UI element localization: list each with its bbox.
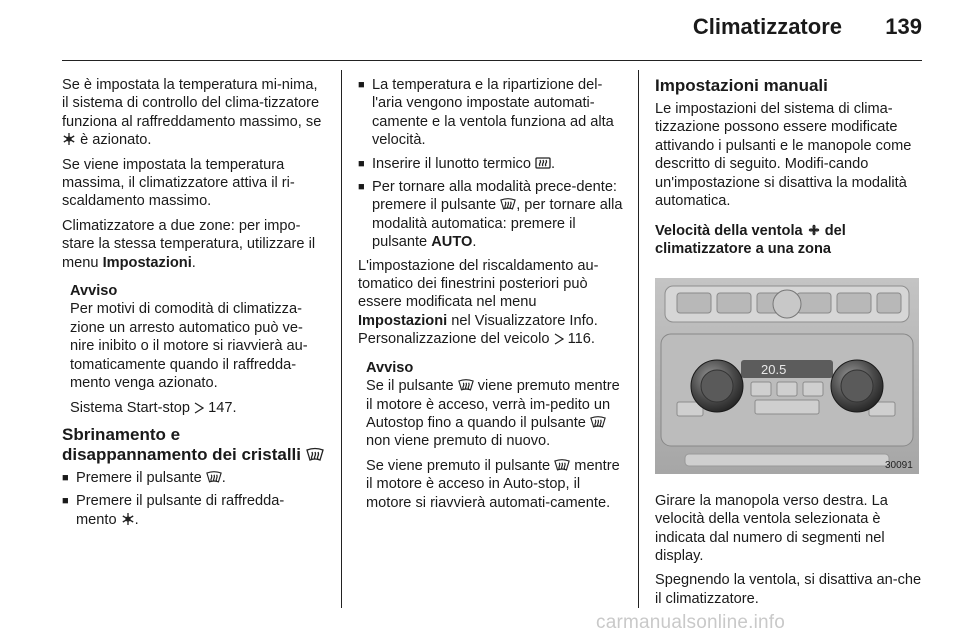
paragraph: Climatizzatore a due zone: per impo-stare la stessa temperatura, utilizzare il menu Impostazioni. (62, 217, 316, 271)
paragraph: Le impostazioni del sistema di clima-tizzazione possono essere modificate attivando i pulsanti e le manopole come descritto di seguito. Modifi-cando un'impostazione si disattiva la modalità automatica. (655, 101, 912, 210)
notice-text: Per motivi di comodità di climatizza-zione un arresto automatico può ve-nire inibito o il motore si riavvierà au-tomaticamente quando il raffredda-mento venga azionato. (70, 301, 308, 392)
paragraph: L'impostazione del riscaldamento au-tomatico dei finestrini posteriori può essere modificata nel menu Impostazioni nel Visualizzatore Info. Personalizzazione del veicolo 116. (358, 257, 599, 348)
snowflake-icon (62, 132, 76, 146)
notice-text: Se viene premuto il pulsante mentre il motore è acceso in Auto-stop, il motore si riavvierà automati-camente. (366, 457, 620, 511)
list-item: ■ Premere il pulsante . (62, 469, 324, 487)
column-1 (62, 76, 324, 534)
header-rule (62, 60, 922, 61)
windshield-defrost-icon (306, 447, 324, 462)
notice-box (366, 359, 623, 512)
column-2 (358, 76, 623, 518)
reference-arrow-icon (554, 333, 564, 345)
menu-name: Impostazioni (102, 254, 192, 271)
list-item: ■ Premere il pulsante di raffredda-mento . (62, 492, 324, 529)
snowflake-icon (121, 512, 135, 526)
notice-box (70, 282, 324, 417)
climate-control-panel-photo (655, 278, 919, 474)
section-heading: Sbrinamento e disappannamento dei cristalli (62, 425, 324, 465)
image-code: 30091 (885, 460, 913, 472)
subsection-heading: Velocità della ventola del climatizzatore a una zona (655, 223, 846, 258)
column-divider-1 (341, 70, 342, 608)
notice-title: Avviso (70, 283, 118, 300)
bullet-list (62, 469, 324, 529)
chapter-title: Climatizzatore (692, 14, 842, 39)
menu-name: Impostazioni (358, 312, 448, 329)
paragraph: Se è impostata la temperatura mi-nima, il sistema di controllo del clima-tizzatore funziona al raffreddamento massimo, se è azionato. (62, 77, 322, 149)
paragraph: Se viene impostata la temperatura massima, il climatizzatore attiva il ri-scaldamento massimo. (62, 156, 295, 210)
list-item: ■ Per tornare alla modalità prece-dente: premere il pulsante , per tornare alla modalità automatica: premere il pulsante AUTO. (358, 178, 623, 252)
watermark: carmanualsonline.info (596, 612, 786, 633)
fan-icon (807, 223, 821, 237)
paragraph: Spegnendo la ventola, si disattiva an-che il climatizzatore. (655, 572, 922, 607)
column-3 (655, 76, 923, 614)
column-divider-2 (638, 70, 639, 608)
windshield-defrost-icon (590, 415, 606, 429)
notice-reference: Sistema Start-stop 147. (70, 399, 237, 416)
windshield-defrost-icon (500, 197, 516, 211)
paragraph: Girare la manopola verso destra. La velocità della ventola selezionata è indicata dal numero di segmenti nel display. (655, 492, 888, 565)
section-heading: Impostazioni manuali (655, 76, 828, 95)
bullet-list (358, 76, 623, 252)
page-number: 139 (885, 14, 922, 39)
list-item: ■ Inserire il lunotto termico . (358, 155, 623, 173)
notice-title: Avviso (366, 359, 414, 376)
reference-arrow-icon (194, 402, 204, 414)
windshield-defrost-icon (458, 378, 474, 392)
windshield-defrost-icon (554, 458, 570, 472)
notice-text: Se il pulsante viene premuto mentre il motore è acceso, verrà im-pedito un Autostop fino a quando il pulsante non viene premuto di nuovo. (366, 378, 620, 450)
list-item: ■ La temperatura e la ripartizione del-l'aria vengono impostate automati-camente e la ventola funziona ad alta velocità. (358, 76, 623, 150)
windshield-defrost-icon (206, 470, 222, 484)
rear-window-heat-icon (535, 156, 551, 170)
panel-display-text: 20.5 (761, 362, 787, 378)
button-name: AUTO (431, 234, 473, 251)
